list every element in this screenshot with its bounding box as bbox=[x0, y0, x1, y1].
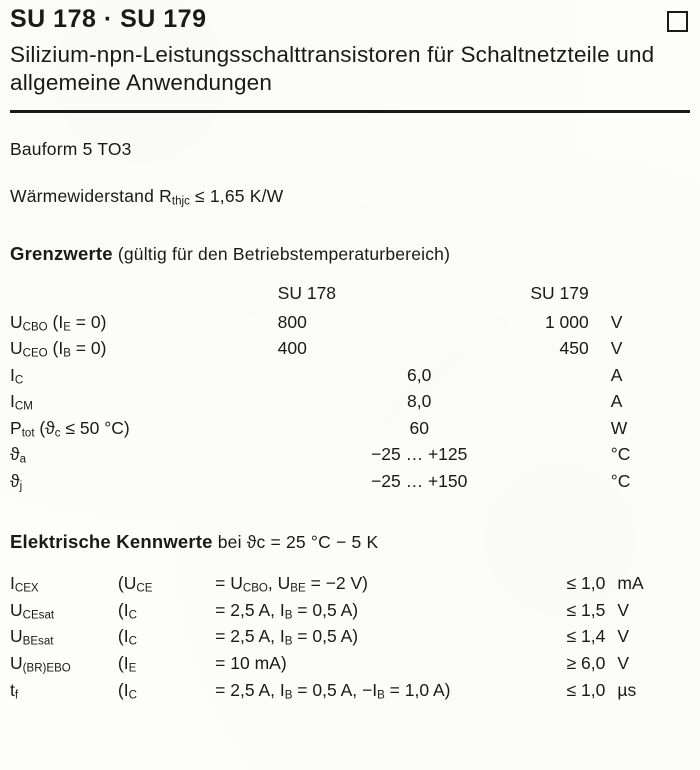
sym-base: ϑ bbox=[10, 470, 20, 491]
table-row bbox=[10, 442, 676, 469]
thermal-subscript: thjc bbox=[171, 195, 190, 208]
table-row bbox=[10, 624, 676, 651]
sym-sub: f bbox=[14, 689, 19, 702]
limits-symbol-ucbo bbox=[10, 309, 278, 336]
limits-value-su178: 800 bbox=[277, 311, 307, 332]
title-row bbox=[8, 6, 692, 34]
table-row bbox=[10, 336, 676, 363]
page-subtitle: Silizium-npn-Leistungsschalttransistoren für Schaltnetzteile und allgemeine Anwendungen bbox=[10, 41, 655, 96]
char-symbol-ucesat bbox=[10, 597, 118, 624]
sym-rest2: = 0) bbox=[70, 338, 107, 359]
sym-sub: BEsat bbox=[22, 635, 54, 648]
char-expression: = 2,5 A, $I_B = 0,5$ A) bbox=[215, 626, 359, 648]
limits-unit: °C bbox=[610, 470, 631, 491]
char-value: ≤ 1,5 bbox=[566, 599, 606, 620]
char-condition bbox=[118, 571, 215, 598]
cond-sub: C bbox=[128, 635, 137, 648]
cond-base: (U bbox=[117, 573, 137, 594]
limits-symbol-theta-j bbox=[10, 468, 278, 495]
sym-base: U bbox=[10, 652, 23, 673]
table-row bbox=[10, 389, 676, 416]
sym-sub: tot bbox=[21, 427, 35, 440]
limits-unit: V bbox=[610, 338, 623, 359]
cond-base: (I bbox=[117, 626, 129, 647]
limits-col-su179: SU 179 bbox=[530, 283, 589, 304]
table-row bbox=[10, 650, 676, 677]
sym-rest: (I bbox=[47, 338, 64, 359]
sym-base: P bbox=[10, 417, 22, 438]
limits-symbol-uceo bbox=[10, 336, 278, 363]
char-symbol-ubesat bbox=[10, 624, 118, 651]
char-unit: V bbox=[617, 626, 630, 647]
package-line: Bauform 5 TO3 bbox=[10, 138, 132, 159]
sym-rest-sub: E bbox=[63, 321, 71, 334]
limits-symbol-theta-a bbox=[10, 442, 278, 469]
table-row bbox=[10, 571, 676, 598]
char-condition bbox=[118, 677, 215, 704]
square-marker-icon bbox=[667, 11, 688, 32]
sym-sub: j bbox=[19, 480, 23, 493]
cond-base: (I bbox=[117, 599, 129, 620]
sym-sub: CBO bbox=[22, 321, 48, 334]
limits-value-su179: 450 bbox=[559, 338, 589, 359]
table-row bbox=[10, 362, 676, 389]
sym-rest2: ≤ 50 °C) bbox=[60, 417, 130, 438]
char-expression: = $U_{CBO}$, $U_{BE} = -2$ V) bbox=[215, 573, 368, 595]
table-row bbox=[10, 309, 676, 336]
sym-base: t bbox=[10, 679, 15, 700]
table-row bbox=[10, 597, 676, 624]
sym-rest: (I bbox=[47, 311, 64, 332]
thermal-prefix: Wärmewiderstand R bbox=[10, 185, 172, 206]
sym-base: U bbox=[10, 311, 23, 332]
sym-rest: (ϑ bbox=[34, 417, 55, 438]
limits-symbol-ic bbox=[10, 362, 278, 389]
char-value: ≤ 1,0 bbox=[566, 573, 606, 594]
cond-base: (I bbox=[117, 679, 129, 700]
limits-col-su178: SU 178 bbox=[277, 283, 337, 304]
limits-value-common: 60 bbox=[409, 417, 429, 438]
char-symbol-tf bbox=[10, 677, 118, 704]
sym-sub: CM bbox=[14, 400, 33, 413]
sym-rest-sub: c bbox=[54, 427, 61, 440]
char-value: ≥ 6,0 bbox=[566, 652, 606, 673]
char-value: ≤ 1,4 bbox=[566, 626, 606, 647]
thermal-resistance-line bbox=[10, 186, 692, 208]
limits-value-common: 8,0 bbox=[407, 391, 432, 412]
sym-rest-sub: B bbox=[63, 347, 71, 360]
limits-value-common: −25 … +125 bbox=[371, 444, 468, 465]
sym-base: ϑ bbox=[10, 444, 20, 465]
table-row bbox=[10, 415, 676, 442]
char-value: ≤ 1,0 bbox=[566, 679, 606, 700]
sym-sub: CEO bbox=[22, 347, 48, 360]
sym-rest2: = 0) bbox=[70, 311, 107, 332]
limits-value-su179: 1 000 bbox=[544, 311, 589, 332]
sym-base: U bbox=[10, 338, 23, 359]
sym-base: I bbox=[10, 391, 15, 412]
limits-unit: V bbox=[610, 311, 623, 332]
limits-unit: A bbox=[610, 364, 623, 385]
limits-unit: W bbox=[610, 417, 628, 438]
limits-table-header bbox=[10, 283, 676, 309]
char-unit: V bbox=[617, 599, 630, 620]
limits-value-su178: 400 bbox=[277, 338, 307, 359]
char-condition bbox=[118, 650, 215, 677]
char-condition bbox=[118, 624, 215, 651]
char-expression: = 10 mA) bbox=[215, 652, 287, 673]
thermal-suffix: ≤ 1,65 K/W bbox=[189, 185, 284, 206]
cond-sub: CE bbox=[136, 582, 153, 595]
limits-heading bbox=[10, 243, 692, 265]
sym-sub: a bbox=[19, 453, 26, 466]
limits-value-common: 6,0 bbox=[407, 364, 432, 385]
sym-base: I bbox=[10, 364, 15, 385]
characteristics-table bbox=[10, 571, 676, 704]
char-unit: mA bbox=[617, 573, 644, 594]
limits-symbol-icm bbox=[10, 389, 278, 416]
char-symbol-icex bbox=[10, 571, 118, 598]
limits-heading-rest: (gültig für den Betriebstemperaturbereich) bbox=[112, 244, 451, 265]
sym-base: I bbox=[10, 573, 15, 594]
cond-sub: C bbox=[128, 609, 137, 622]
sym-sub: C bbox=[14, 374, 24, 387]
cond-sub: E bbox=[128, 662, 137, 675]
cond-base: (I bbox=[117, 652, 129, 673]
limits-table bbox=[10, 283, 676, 495]
char-unit: µs bbox=[617, 679, 637, 700]
char-condition bbox=[118, 597, 215, 624]
characteristics-heading-rest: bei ϑc = 25 °C − 5 K bbox=[212, 531, 379, 552]
limits-heading-bold: Grenzwerte bbox=[10, 243, 113, 265]
limits-unit: A bbox=[610, 391, 623, 412]
char-symbol-ubrebo bbox=[10, 650, 118, 677]
char-unit: V bbox=[617, 652, 630, 673]
char-expression: = 2,5 A, $I_B = 0,5$ A) bbox=[215, 599, 359, 622]
sym-sub: (BR)EBO bbox=[22, 662, 71, 675]
characteristics-heading bbox=[10, 531, 692, 553]
limits-symbol-ptot bbox=[10, 415, 278, 442]
page-title: SU 178 · SU 179 bbox=[10, 5, 207, 33]
sym-sub: CEX bbox=[14, 582, 39, 595]
limits-value-common: −25 … +150 bbox=[371, 470, 468, 491]
cond-sub: C bbox=[128, 689, 137, 702]
char-expression: = 2,5 A, $I_B = 0,5$ A, $-I_B = 1,0$ A) bbox=[215, 679, 451, 702]
table-row bbox=[10, 677, 676, 704]
sym-sub: CEsat bbox=[22, 609, 55, 622]
characteristics-heading-bold: Elektrische Kennwerte bbox=[10, 530, 213, 552]
limits-unit: °C bbox=[610, 444, 631, 465]
sym-base: U bbox=[10, 599, 23, 620]
sym-base: U bbox=[10, 626, 23, 647]
table-row bbox=[10, 468, 676, 495]
